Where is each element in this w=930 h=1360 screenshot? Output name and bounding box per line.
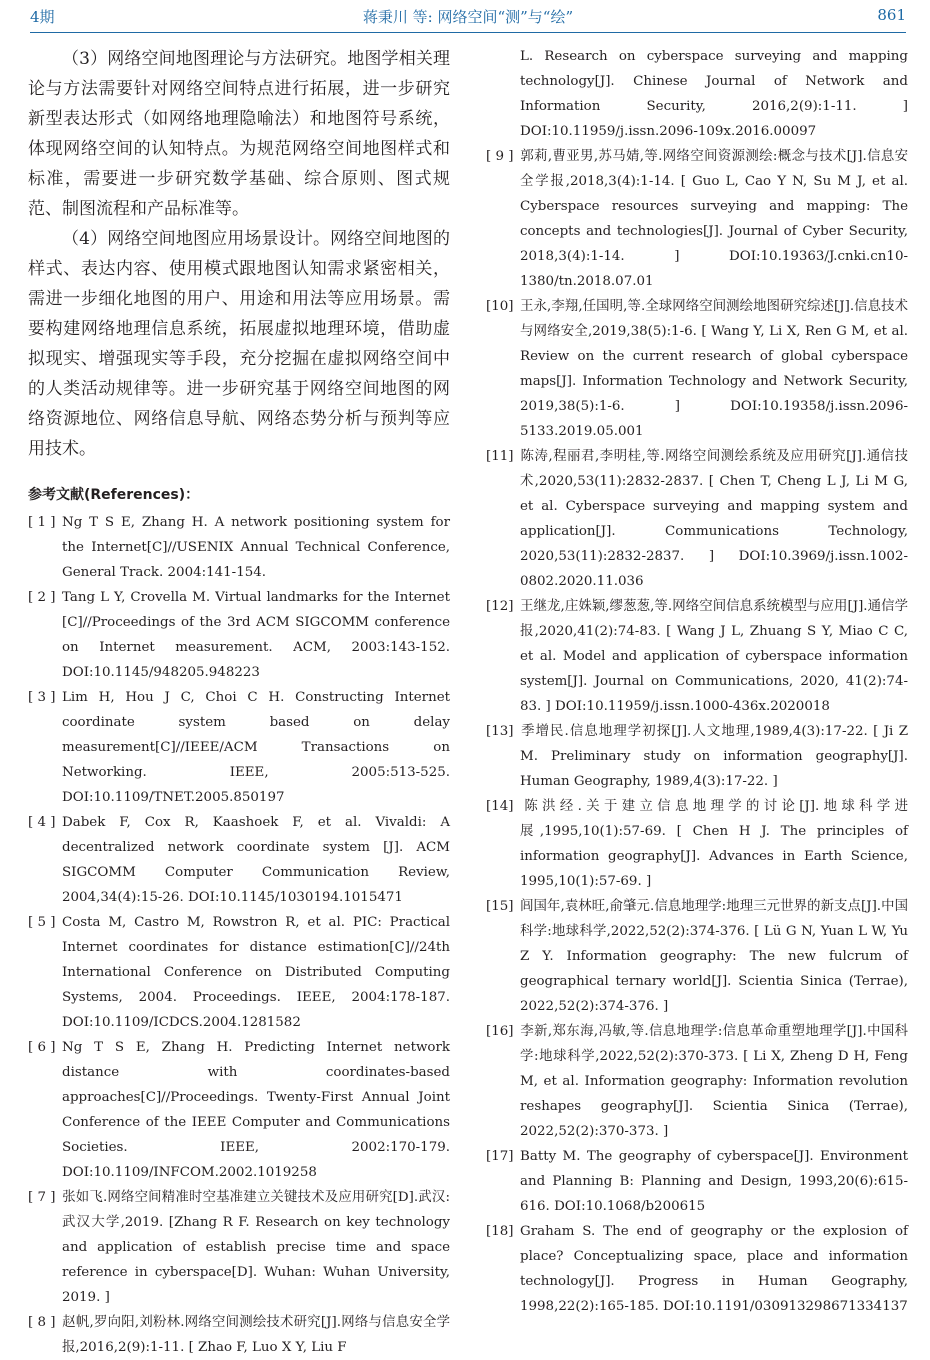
reference-item: [13] 季增民.信息地理学初探[J].人文地理,1989,4(3):17-22. [ Ji Z M. Preliminary study on information geography[J]. Human Geography, 1989,4(3):17-22. ] <box>486 724 908 789</box>
reference-item: [14] 陈洪经.关于建立信息地理学的讨论[J].地球科学进展,1995,10(1):57-69. [ Chen H J. The principles of information geography[J]. Advances in Earth Science, 1995,10(1):57-69. ] <box>486 799 908 889</box>
reference-item: [ 9 ] 郭莉,曹亚男,苏马婧,等.网络空间资源测绘:概念与技术[J].信息安全学报,2018,3(4):1-14. [ Guo L, Cao Y N, Su M J, et al. Cyberspace resources surveying and mapping: The concepts and technologies[J]. Journal of Cyber Security, 2018,3(4):1-14. ] DOI:10.19363/J.cnki.cn10-1380/tn.2018.07.01 <box>486 149 908 289</box>
reference-item: [ 5 ] Costa M, Castro M, Rowstron R, et al. PIC: Practical Internet coordinates for distance estimation[C]//24th International Conference on Distributed Computing Systems, 2004. Proceedings. IEEE, 2004:178-187. DOI:10.1109/ICDCS.2004.1281582 <box>28 915 450 1030</box>
reference-item: [16] 李新,郑东海,冯敏,等.信息地理学:信息革命重塑地理学[J].中国科学:地球科学,2022,52(2):370-373. [ Li X, Zheng D H, Feng M, et al. Information geography: Information revolution reshapes geography[J]. Scientia Sinica (Terrae), 2022,52(2):370-373. ] <box>486 1024 908 1139</box>
references-heading: 参考文献(References)： <box>28 487 200 503</box>
reference-list-right <box>486 144 908 1319</box>
reference-item: [18] Graham S. The end of geography or the explosion of place? Conceptualizing space, place and information technology[J]. Progress in Human Geography, 1998,22(2):165-185. DOI:10.1191/030913298671334137 <box>486 1224 908 1314</box>
reference-item: [ 4 ] Dabek F, Cox R, Kaashoek F, et al. Vivaldi: A decentralized network coordinate system [J]. ACM SIGCOMM Computer Communication Review, 2004,34(4):15-26. DOI:10.1145/1030194.1015471 <box>28 815 450 905</box>
right-column <box>486 44 908 1314</box>
running-title: 蒋秉川 等: 网络空间“测”与“绘” <box>362 8 574 26</box>
reference-item: [ 2 ] Tang L Y, Crovella M. Virtual landmarks for the Internet [C]//Proceedings of the 3rd ACM SIGCOMM conference on Internet measurement. ACM, 2003:143-152. DOI:10.1145/948205.948223 <box>28 590 450 680</box>
reference-item: [11] 陈涛,程丽君,李明桂,等.网络空间测绘系统及应用研究[J].通信技术,2020,53(11):2832-2837. [ Chen T, Cheng L J, Li M G, et al. Cyberspace surveying and mapping system and application[J]. Communications Technology, 2020,53(11):2832-2837. ] DOI:10.3969/j.issn.1002-0802.2020.11.036 <box>486 449 908 589</box>
body-paragraph-4: （4）网络空间地图应用场景设计。网络空间地图的样式、表达内容、使用模式跟地图认知需求紧密相关，需进一步细化地图的用户、用途和用法等应用场景。需要构建网络地理信息系统，拓展虚拟地理环境，借助虚拟现实、增强现实等手段，充分挖掘在虚拟网络空间中的人类活动规律等。进一步研究基于网络空间地图的网络资源地位、网络信息导航、网络态势分析与预判等应用技术。 <box>28 229 450 459</box>
reference-list-left <box>28 510 450 1360</box>
reference-item: [ 1 ] Ng T S E, Zhang H. A network positioning system for the Internet[C]//USENIX Annual Technical Conference, General Track. 2004:141-154. <box>28 515 450 580</box>
body-paragraph-3: （3）网络空间地图理论与方法研究。地图学相关理论与方法需要针对网络空间特点进行拓展，进一步研究新型表达形式（如网络地理隐喻法）和地图符号系统，体现网络空间的认知特点。为规范网络空间地图样式和标准，需要进一步研究数学基础、综合原则、图式规范、制图流程和产品标准等。 <box>28 49 450 219</box>
reference-item: [12] 王继龙,庄姝颖,缪葱葱,等.网络空间信息系统模型与应用[J].通信学报,2020,41(2):74-83. [ Wang J L, Zhuang S Y, Miao C C, et al. Model and application of cyberspace information system[J]. Journal on Communications, 2020, 41(2):74-83. ] DOI:10.11959/j.issn.1000-436x.2020018 <box>486 599 908 714</box>
running-header <box>30 0 906 33</box>
reference-item: [ 8 ] 赵帆,罗向阳,刘粉林.网络空间测绘技术研究[J].网络与信息安全学报,2016,2(9):1-11. [ Zhao F, Luo X Y, Liu F <box>28 1315 450 1355</box>
reference-item: [ 3 ] Lim H, Hou J C, Choi C H. Constructing Internet coordinate system based on delay measurement[C]//IEEE/ACM Transactions on Networking. IEEE, 2005:513-525. DOI:10.1109/TNET.2005.850197 <box>28 690 450 805</box>
reference-item: [ 6 ] Ng T S E, Zhang H. Predicting Internet network distance with coordinates-based approaches[C]//Proceedings. Twenty-First Annual Joint Conference of the IEEE Computer and Communications Societies. IEEE, 2002:170-179. DOI:10.1109/INFCOM.2002.1019258 <box>28 1040 450 1180</box>
reference-item: [15] 闾国年,袁林旺,俞肇元.信息地理学:地理三元世界的新支点[J].中国科学:地球科学,2022,52(2):374-376. [ Lü G N, Yuan L W, Yu Z Y. Information geography: The new fulcrum of geographical ternary world[J]. Scientia Sinica (Terrae), 2022,52(2):374-376. ] <box>486 899 908 1014</box>
reference-item: [10] 王永,李翔,任国明,等.全球网络空间测绘地图研究综述[J].信息技术与网络安全,2019,38(5):1-6. [ Wang Y, Li X, Ren G M, et al. Review on the current research of global cyberspace maps[J]. Information Technology and Network Security, 2019,38(5):1-6. ] DOI:10.19358/j.issn.2096-5133.2019.05.001 <box>486 299 908 439</box>
reference-item-continued: L. Research on cyberspace surveying and mapping technology[J]. Chinese Journal of Network and Information Security, 2016,2(9):1-11. ] DOI:10.11959/j.issn.2096-109x.2016.00097 <box>520 49 908 139</box>
page-number: 861 <box>877 6 906 24</box>
reference-item: [ 7 ] 张如飞.网络空间精准时空基准建立关键技术及应用研究[D].武汉:武汉大学,2019. [Zhang R F. Research on key technology and application of establish precise time and space reference in cyberspace[D]. Wuhan: Wuhan University, 2019. ] <box>28 1190 450 1305</box>
reference-item: [17] Batty M. The geography of cyberspace[J]. Environment and Planning B: Planning and Design, 1993,20(6):615-616. DOI:10.1068/b200615 <box>486 1149 908 1214</box>
issue-number: 4期 <box>30 8 55 26</box>
left-column <box>28 44 450 1355</box>
